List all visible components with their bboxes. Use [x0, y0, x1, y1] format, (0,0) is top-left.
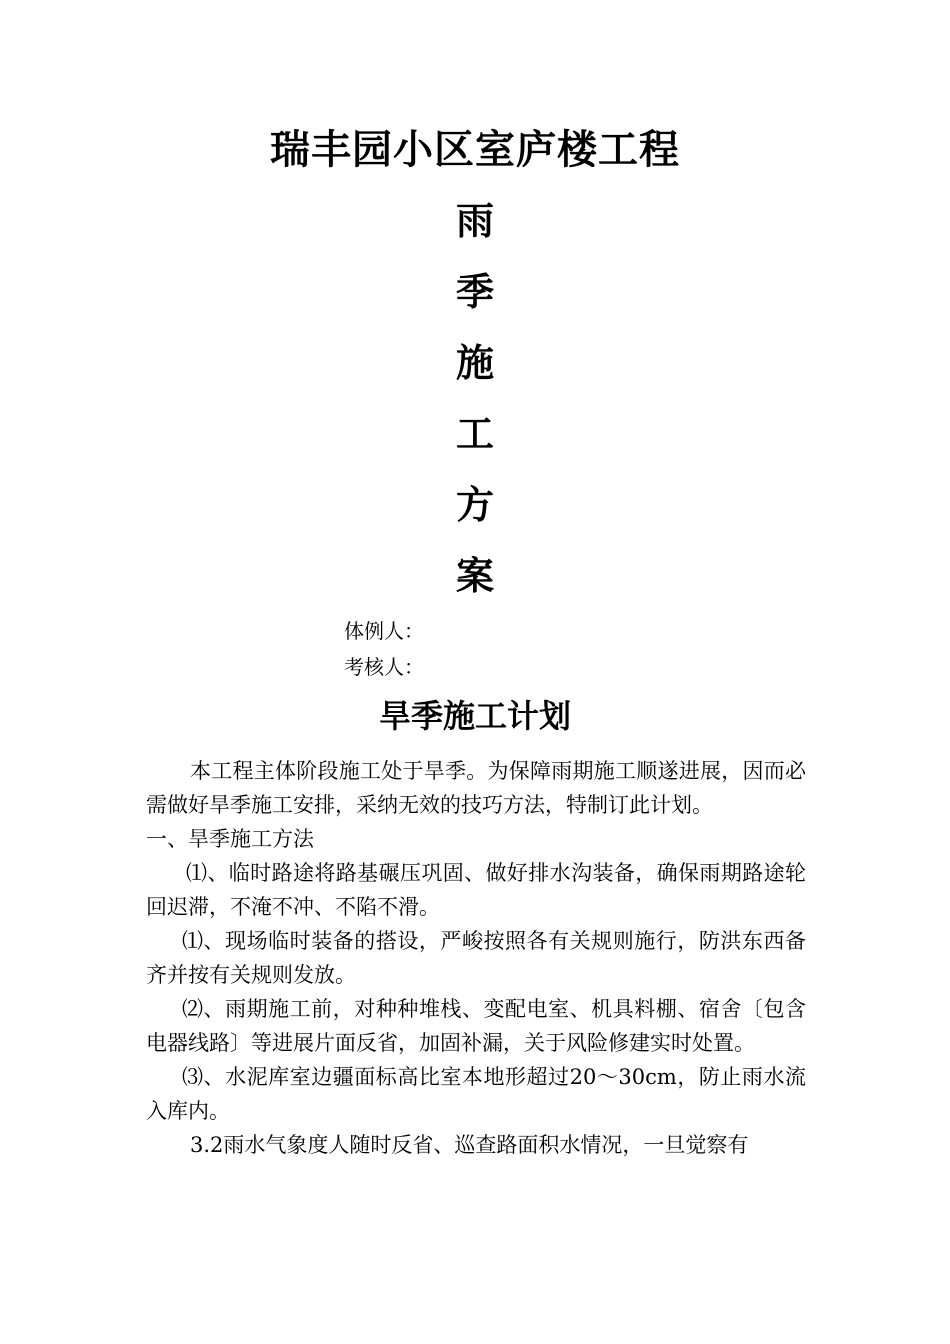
body-paragraph: ⑴、现场临时装备的搭设，严峻按照各有关规则施行，防洪东西备齐并按有关规则发放。: [146, 929, 806, 987]
document-body: [146, 754, 806, 1162]
vertical-title-char: 工: [455, 412, 494, 456]
body-paragraph: ⑵、雨期施工前，对种种堆栈、变配电室、机具料棚、宿舍〔包含电器线路〕等进展片面反省，加固补漏，关于风险修建实时处置。: [146, 997, 806, 1055]
vertical-title-char: 方: [455, 483, 494, 527]
body-paragraph: ⑴、临时路途将路基碾压巩固、做好排水沟装备，确保雨期路途轮回迟滞，不淹不冲、不陷不滑。: [146, 861, 806, 919]
vertical-title-char: 季: [455, 270, 494, 314]
vertical-title-char: 案: [455, 554, 494, 598]
body-paragraph: 本工程主体阶段施工处于旱季。为保障雨期施工顺遂进展，因而必需做好旱季施工安排，采纳无效的技巧方法，特制订此计划。: [146, 759, 806, 817]
section-subheading: 一、旱季施工方法: [146, 827, 314, 851]
vertical-title-char: 雨: [455, 199, 494, 243]
reviewer-label: 考核人：: [344, 655, 424, 679]
vertical-title-char: 施: [455, 341, 494, 385]
section-heading: 旱季施工计划: [378, 697, 571, 735]
body-paragraph: 3.2雨水气象度人随时反省、巡查路面积水情况，一旦觉察有: [190, 1133, 749, 1157]
author-label: 体例人：: [344, 619, 424, 643]
document-title: 瑞丰园小区室庐楼工程: [270, 127, 680, 173]
body-paragraph: ⑶、水泥库室边疆面标高比室本地形超过20～30cm，防止雨水流入库内。: [146, 1065, 806, 1123]
